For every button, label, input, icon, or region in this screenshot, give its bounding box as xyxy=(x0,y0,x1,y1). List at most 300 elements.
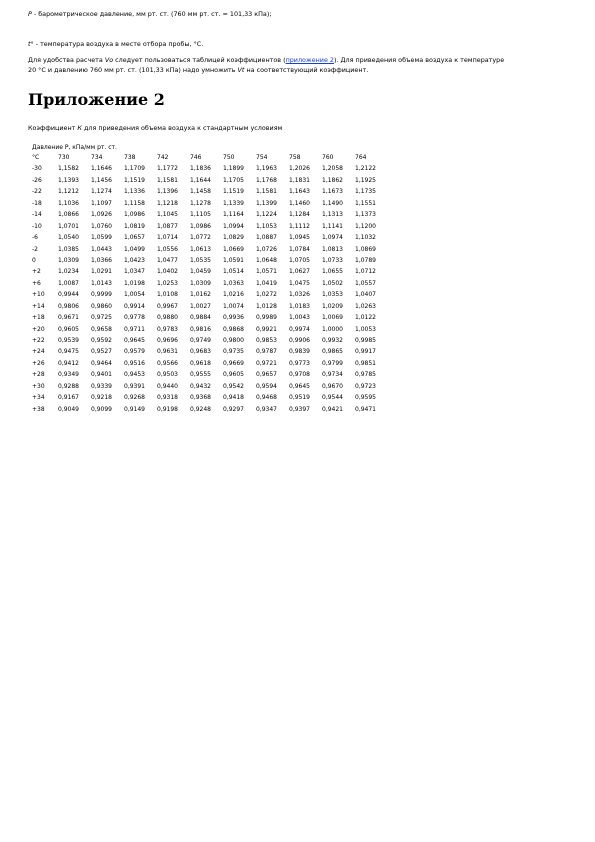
coefficient-cell: 0,9799 xyxy=(322,359,343,367)
coefficient-cell: 0,9503 xyxy=(157,371,178,379)
coefficient-cell: 1,1709 xyxy=(124,165,145,173)
table-row xyxy=(32,244,388,255)
coefficient-cell: 1,1045 xyxy=(157,211,178,219)
table-row xyxy=(32,198,388,209)
var-p: Р xyxy=(28,10,32,18)
coefficient-cell: 0,9268 xyxy=(124,394,145,402)
table-header-row xyxy=(32,152,388,163)
coefficient-cell: 1,0477 xyxy=(157,256,178,264)
coefficient-cell: 0,9773 xyxy=(289,359,310,367)
coefficient-cell: 1,0733 xyxy=(322,256,343,264)
table-row xyxy=(32,221,388,232)
temperature-cell: -2 xyxy=(32,245,38,253)
coefficient-cell: 0,9787 xyxy=(256,348,277,356)
coefficient-cell: 0,9432 xyxy=(190,382,211,390)
coefficient-cell: 0,9218 xyxy=(91,394,112,402)
coefficient-cell: 0,9592 xyxy=(91,337,112,344)
table-caption xyxy=(28,124,282,132)
coefficient-cell: 1,1164 xyxy=(223,211,244,219)
coefficient-cell: 1,0043 xyxy=(289,314,310,322)
coefficient-cell: 0,9412 xyxy=(58,359,79,367)
coefficient-cell: 1,0108 xyxy=(157,291,178,299)
coefficient-cell: 0,9839 xyxy=(289,348,310,356)
coefficient-cell: 1,0074 xyxy=(223,302,244,310)
coefficient-cell: 1,0535 xyxy=(190,256,211,264)
coefficient-cell: 1,0657 xyxy=(124,234,145,242)
coefficient-cell: 0,9527 xyxy=(91,348,112,356)
coefficient-cell: 1,0705 xyxy=(289,256,310,264)
coefficient-cell: 0,9397 xyxy=(289,405,310,413)
coefficient-cell: 1,1644 xyxy=(190,176,211,184)
pressure-label: Давление Р, кПа/мм рт. ст. xyxy=(32,144,117,151)
coefficient-cell: 1,0363 xyxy=(223,279,244,287)
temperature-cell: 0 xyxy=(32,256,36,264)
temperature-cell: +18 xyxy=(32,314,45,322)
coefficient-cell: 0,9785 xyxy=(355,371,376,379)
coefficient-cell: 1,2122 xyxy=(355,165,376,173)
coefficient-cell: 1,1224 xyxy=(256,211,277,219)
table-row xyxy=(32,255,388,266)
coefficient-cell: 1,0209 xyxy=(322,302,343,310)
var-vo: Vо xyxy=(104,56,114,64)
coefficient-cell: 1,0128 xyxy=(256,302,277,310)
coefficient-cell: 0,9555 xyxy=(190,371,211,379)
coefficient-cell: 0,9475 xyxy=(58,348,79,356)
coefficient-cell: 0,9453 xyxy=(124,371,145,379)
coefficient-cell: 1,0053 xyxy=(355,325,376,333)
coefficient-cell: 1,0402 xyxy=(157,268,178,276)
coefficient-cell: 0,9198 xyxy=(157,405,178,413)
coefficient-cell: 0,9778 xyxy=(124,314,145,322)
coefficient-cell: 1,1112 xyxy=(289,222,310,230)
coefficient-cell: 1,0087 xyxy=(58,279,79,287)
coefficient-cell: 0,9884 xyxy=(190,314,211,322)
coefficient-cell: 1,0627 xyxy=(289,268,310,276)
temperature-cell: -14 xyxy=(32,211,42,219)
coefficient-cell: 0,9734 xyxy=(322,371,343,379)
coefficient-cell: 1,0234 xyxy=(58,268,79,276)
coefficient-cell: 1,0502 xyxy=(322,279,343,287)
calc-note-line1 xyxy=(28,56,504,66)
coefficient-cell: 0,9851 xyxy=(355,359,376,367)
table-row xyxy=(32,175,388,186)
calc-note-line2 xyxy=(28,66,368,76)
var-k: К xyxy=(77,124,82,132)
coefficient-cell: 746 xyxy=(190,154,202,161)
coefficient-cell: 1,1274 xyxy=(91,188,112,196)
coefficient-cell: 0,9696 xyxy=(157,337,178,344)
coefficient-cell: 1,0571 xyxy=(256,268,277,276)
coefficient-cell: 0,9723 xyxy=(355,382,376,390)
coefficient-cell: 1,0054 xyxy=(124,291,145,299)
coefficient-cell: 0,9860 xyxy=(91,302,112,310)
coefficient-cell: 738 xyxy=(124,154,136,161)
coefficient-cell: 1,0613 xyxy=(190,245,211,253)
temperature-cell: -6 xyxy=(32,234,38,242)
coefficient-cell: 1,1581 xyxy=(256,188,277,196)
table-row xyxy=(32,346,388,357)
coefficient-cell: 734 xyxy=(91,154,103,161)
table-row xyxy=(32,369,388,380)
coefficient-cell: 0,9391 xyxy=(124,382,145,390)
coefficient-cell: 1,1490 xyxy=(322,199,343,207)
coefficient-cell: 0,9967 xyxy=(157,302,178,310)
coefficient-cell: 1,0945 xyxy=(289,234,310,242)
coefficient-cell: 758 xyxy=(289,154,301,161)
calc-note-text-e: на соответствующий коэффициент. xyxy=(244,66,369,74)
coefficient-cell: 1,1336 xyxy=(124,188,145,196)
coefficient-cell: 0,9669 xyxy=(223,359,244,367)
coefficient-cell: 1,0423 xyxy=(124,256,145,264)
coefficient-cell: 1,0994 xyxy=(223,222,244,230)
coefficient-cell: 1,0829 xyxy=(223,234,244,242)
coefficient-cell: 0,9618 xyxy=(190,359,211,367)
coefficient-cell: 0,9658 xyxy=(91,325,112,333)
coefficient-cell: 0,9645 xyxy=(289,382,310,390)
coefficient-cell: 1,1772 xyxy=(157,165,178,173)
coefficient-cell: 1,1551 xyxy=(355,199,376,207)
coefficient-cell: 1,0253 xyxy=(157,279,178,287)
table-row xyxy=(32,392,388,403)
coefficient-cell: 1,1582 xyxy=(58,165,79,173)
coefficient-cell: 1,1097 xyxy=(91,199,112,207)
table-row xyxy=(32,186,388,197)
coefficient-cell: 1,0655 xyxy=(322,268,343,276)
temperature-cell: -18 xyxy=(32,199,42,207)
coefficient-cell: 0,9421 xyxy=(322,405,343,413)
temperature-cell: °С xyxy=(32,154,40,161)
coefficient-cell: 1,0499 xyxy=(124,245,145,253)
coefficient-cell: 1,0819 xyxy=(124,222,145,230)
coefficient-cell: 1,0789 xyxy=(355,256,376,264)
coefficient-cell: 1,0291 xyxy=(91,268,112,276)
table-row xyxy=(32,381,388,392)
temperature-cell: +2 xyxy=(32,268,41,276)
coefficient-cell: 0,9542 xyxy=(223,382,244,390)
coefficient-cell: 0,9806 xyxy=(58,302,79,310)
coefficient-cell: 0,9347 xyxy=(256,405,277,413)
temperature-cell: +26 xyxy=(32,359,45,367)
table-row xyxy=(32,266,388,277)
coefficient-cell: 1,0385 xyxy=(58,245,79,253)
coefficient-cell: 1,0974 xyxy=(322,234,343,242)
coefficient-cell: 0,9605 xyxy=(223,371,244,379)
table-row xyxy=(32,358,388,369)
coefficient-cell: 1,0557 xyxy=(355,279,376,287)
coefficient-cell: 1,0712 xyxy=(355,268,376,276)
calc-note-text-b: следует пользоваться таблицей коэффициентов ( xyxy=(113,56,286,64)
table-row xyxy=(32,301,388,312)
coefficient-cell: 1,0986 xyxy=(190,222,211,230)
coefficient-cell: 0,9721 xyxy=(256,359,277,367)
coefficient-cell: 1,0366 xyxy=(91,256,112,264)
coefficient-cell: 0,9921 xyxy=(256,325,277,333)
table-caption-text-b: для приведения объема воздуха к стандартным условиям xyxy=(81,124,283,132)
coefficient-cell: 0,9880 xyxy=(157,314,178,322)
coefficient-cell: 0,9708 xyxy=(289,371,310,379)
coefficient-cell: 1,0591 xyxy=(223,256,244,264)
coefficient-cell: 0,9401 xyxy=(91,371,112,379)
coefficient-cell: 0,9906 xyxy=(289,337,310,344)
coefficient-cell: 1,0443 xyxy=(91,245,112,253)
coefficient-cell: 1,1925 xyxy=(355,176,376,184)
coefficient-cell: 1,0514 xyxy=(223,268,244,276)
coefficient-cell: 1,1141 xyxy=(322,222,343,230)
coefficient-cell: 1,0069 xyxy=(322,314,343,322)
coefficient-cell: 0,9670 xyxy=(322,382,343,390)
coefficient-cell: 1,0407 xyxy=(355,291,376,299)
coefficient-cell: 1,2058 xyxy=(322,165,343,173)
coefficient-cell: 0,9671 xyxy=(58,314,79,322)
coefficient-cell: 0,9318 xyxy=(157,394,178,402)
coefficient-cell: 1,0813 xyxy=(322,245,343,253)
coefficient-cell: 1,1831 xyxy=(289,176,310,184)
coefficient-cell: 1,1581 xyxy=(157,176,178,184)
coefficient-cell: 1,0000 xyxy=(322,325,343,333)
temperature-cell: +22 xyxy=(32,337,45,344)
coefficient-cell: 0,9645 xyxy=(124,337,145,344)
coefficient-cell: 0,9464 xyxy=(91,359,112,367)
coefficient-cell: 1,0648 xyxy=(256,256,277,264)
coefficient-cell: 0,9683 xyxy=(190,348,211,356)
coefficient-cell: 0,9725 xyxy=(91,314,112,322)
definition-temperature xyxy=(28,40,203,50)
coefficient-cell: 1,1460 xyxy=(289,199,310,207)
coefficient-cell: 1,0701 xyxy=(58,222,79,230)
coefficient-cell: 0,9657 xyxy=(256,371,277,379)
coefficient-cell: 1,0869 xyxy=(355,245,376,253)
coefficient-cell: 1,1705 xyxy=(223,176,244,184)
coefficient-cell: 0,9167 xyxy=(58,394,79,402)
coefficient-cell: 1,1200 xyxy=(355,222,376,230)
coefficient-cell: 1,1393 xyxy=(58,176,79,184)
table-row xyxy=(32,232,388,243)
coefficient-cell: 0,9989 xyxy=(256,314,277,322)
definition-temperature-text: - температура воздуха в месте отбора пробы, °С. xyxy=(33,40,204,48)
temperature-cell: +38 xyxy=(32,405,45,413)
coefficient-cell: 1,1456 xyxy=(91,176,112,184)
coefficient-cell: 0,9783 xyxy=(157,325,178,333)
coefficient-cell: 1,0784 xyxy=(289,245,310,253)
coefficient-table xyxy=(32,152,388,415)
coefficient-cell: 1,0419 xyxy=(256,279,277,287)
coefficient-cell: 0,9605 xyxy=(58,325,79,333)
coefficient-cell: 0,9099 xyxy=(91,405,112,413)
coefficient-cell: 0,9339 xyxy=(91,382,112,390)
table-caption-text-a: Коэффициент xyxy=(28,124,78,132)
coefficient-cell: 1,1399 xyxy=(256,199,277,207)
coefficient-cell: 1,0887 xyxy=(256,234,277,242)
coefficient-cell: 0,9440 xyxy=(157,382,178,390)
coefficient-cell: 760 xyxy=(322,154,334,161)
coefficient-cell: 1,0760 xyxy=(91,222,112,230)
table-row xyxy=(32,209,388,220)
table-row xyxy=(32,312,388,323)
coefficient-cell: 0,9595 xyxy=(355,394,376,402)
coefficient-cell: 1,0475 xyxy=(289,279,310,287)
coefficient-cell: 0,9868 xyxy=(223,325,244,333)
coefficient-cell: 0,9049 xyxy=(58,405,79,413)
coefficient-cell: 1,0986 xyxy=(124,211,145,219)
table-row xyxy=(32,324,388,335)
coefficient-cell: 1,0183 xyxy=(289,302,310,310)
coefficient-cell: 1,1218 xyxy=(157,199,178,207)
coefficient-cell: 1,1036 xyxy=(58,199,79,207)
coefficient-cell: 0,9519 xyxy=(289,394,310,402)
coefficient-cell: 0,9368 xyxy=(190,394,211,402)
coefficient-cell: 1,0772 xyxy=(190,234,211,242)
coefficient-cell: 730 xyxy=(58,154,70,161)
coefficient-cell: 0,9544 xyxy=(322,394,343,402)
coefficient-cell: 1,0866 xyxy=(58,211,79,219)
temperature-cell: -30 xyxy=(32,165,42,173)
coefficient-cell: 1,1519 xyxy=(124,176,145,184)
coefficient-cell: 0,9932 xyxy=(322,337,343,344)
coefficient-cell: 1,1278 xyxy=(190,199,211,207)
temperature-cell: -26 xyxy=(32,176,42,184)
table-row xyxy=(32,335,388,346)
coefficient-cell: 0,9800 xyxy=(223,337,244,344)
coefficient-cell: 1,0309 xyxy=(190,279,211,287)
coefficient-cell: 0,9944 xyxy=(58,291,79,299)
coefficient-cell: 0,9749 xyxy=(190,337,211,344)
coefficient-cell: 1,1643 xyxy=(289,188,310,196)
coefficient-cell: 1,1458 xyxy=(190,188,211,196)
appendix-2-link[interactable]: приложение 2 xyxy=(285,56,334,64)
coefficient-cell: 1,1963 xyxy=(256,165,277,173)
coefficient-cell: 1,1032 xyxy=(355,234,376,242)
coefficient-cell: 0,9149 xyxy=(124,405,145,413)
coefficient-cell: 0,9468 xyxy=(256,394,277,402)
coefficient-cell: 1,0143 xyxy=(91,279,112,287)
temperature-cell: +28 xyxy=(32,371,45,379)
coefficient-cell: 1,0714 xyxy=(157,234,178,242)
var-t: t° xyxy=(28,40,34,48)
temperature-cell: +34 xyxy=(32,394,45,402)
coefficient-cell: 1,0027 xyxy=(190,302,211,310)
coefficient-cell: 1,0263 xyxy=(355,302,376,310)
coefficient-cell: 1,0599 xyxy=(91,234,112,242)
table-row xyxy=(32,289,388,300)
coefficient-cell: 0,9631 xyxy=(157,348,178,356)
temperature-cell: +30 xyxy=(32,382,45,390)
coefficient-cell: 0,9471 xyxy=(355,405,376,413)
coefficient-cell: 0,9349 xyxy=(58,371,79,379)
definition-pressure xyxy=(28,10,272,20)
coefficient-cell: 1,0326 xyxy=(289,291,310,299)
coefficient-cell: 0,9974 xyxy=(289,325,310,333)
coefficient-cell: 0,9418 xyxy=(223,394,244,402)
coefficient-cell: 1,1673 xyxy=(322,188,343,196)
coefficient-cell: 1,1836 xyxy=(190,165,211,173)
coefficient-cell: 1,1735 xyxy=(355,188,376,196)
coefficient-cell: 0,9816 xyxy=(190,325,211,333)
coefficient-cell: 0,9248 xyxy=(190,405,211,413)
coefficient-cell: 1,1396 xyxy=(157,188,178,196)
coefficient-cell: 0,9936 xyxy=(223,314,244,322)
temperature-cell: +6 xyxy=(32,279,41,287)
coefficient-cell: 1,1284 xyxy=(289,211,310,219)
coefficient-cell: 1,2026 xyxy=(289,165,310,173)
temperature-cell: +14 xyxy=(32,302,45,310)
coefficient-cell: 1,0122 xyxy=(355,314,376,322)
coefficient-cell: 1,0556 xyxy=(157,245,178,253)
appendix-title: Приложение 2 xyxy=(28,90,165,109)
coefficient-cell: 1,1105 xyxy=(190,211,211,219)
coefficient-cell: 0,9735 xyxy=(223,348,244,356)
coefficient-table-body xyxy=(32,152,388,415)
definition-pressure-text: - барометрическое давление, мм рт. ст. (760 мм рт. ст. = 101,33 кПа); xyxy=(31,10,272,18)
coefficient-cell: 0,9566 xyxy=(157,359,178,367)
coefficient-cell: 1,1158 xyxy=(124,199,145,207)
table-row xyxy=(32,163,388,174)
coefficient-table-wrap xyxy=(32,143,388,415)
coefficient-cell: 1,0459 xyxy=(190,268,211,276)
temperature-cell: -22 xyxy=(32,188,42,196)
coefficient-cell: 0,9985 xyxy=(355,337,376,344)
coefficient-cell: 0,9539 xyxy=(58,337,79,344)
calc-note-text-d: 20 °С и давлению 760 мм рт. ст. (101,33 кПа) надо умножить xyxy=(28,66,238,74)
coefficient-cell: 1,1373 xyxy=(355,211,376,219)
coefficient-cell: 1,1862 xyxy=(322,176,343,184)
table-row xyxy=(32,278,388,289)
calc-note-text-a: Для удобства расчета xyxy=(28,56,105,64)
coefficient-cell: 0,9999 xyxy=(91,291,112,299)
coefficient-cell: 1,1768 xyxy=(256,176,277,184)
coefficient-cell: 0,9865 xyxy=(322,348,343,356)
coefficient-cell: 1,1646 xyxy=(91,165,112,173)
coefficient-cell: 0,9288 xyxy=(58,382,79,390)
temperature-cell: +20 xyxy=(32,325,45,333)
calc-note-text-c: ). Для приведения объема воздуха к температуре xyxy=(334,56,505,64)
coefficient-cell: 1,0926 xyxy=(91,211,112,219)
coefficient-cell: 0,9711 xyxy=(124,325,145,333)
coefficient-cell: 1,1212 xyxy=(58,188,79,196)
coefficient-cell: 1,0347 xyxy=(124,268,145,276)
coefficient-cell: 1,1339 xyxy=(223,199,244,207)
temperature-cell: +24 xyxy=(32,348,45,356)
coefficient-cell: 0,9579 xyxy=(124,348,145,356)
coefficient-cell: 1,1519 xyxy=(223,188,244,196)
coefficient-cell: 0,9914 xyxy=(124,302,145,310)
temperature-cell: +10 xyxy=(32,291,45,299)
coefficient-cell: 1,0309 xyxy=(58,256,79,264)
coefficient-cell: 1,1899 xyxy=(223,165,244,173)
coefficient-cell: 0,9853 xyxy=(256,337,277,344)
coefficient-cell: 1,1053 xyxy=(256,222,277,230)
coefficient-cell: 1,0540 xyxy=(58,234,79,242)
coefficient-cell: 750 xyxy=(223,154,235,161)
coefficient-cell: 742 xyxy=(157,154,169,161)
coefficient-cell: 1,0272 xyxy=(256,291,277,299)
table-row xyxy=(32,404,388,415)
coefficient-cell: 1,0877 xyxy=(157,222,178,230)
coefficient-cell: 754 xyxy=(256,154,268,161)
coefficient-cell: 1,1313 xyxy=(322,211,343,219)
var-vt: Vt xyxy=(237,66,245,74)
coefficient-cell: 1,0353 xyxy=(322,291,343,299)
coefficient-cell: 0,9516 xyxy=(124,359,145,367)
coefficient-cell: 0,9594 xyxy=(256,382,277,390)
coefficient-cell: 1,0726 xyxy=(256,245,277,253)
coefficient-cell: 1,0162 xyxy=(190,291,211,299)
temperature-cell: -10 xyxy=(32,222,42,230)
coefficient-cell: 0,9297 xyxy=(223,405,244,413)
coefficient-cell: 1,0198 xyxy=(124,279,145,287)
coefficient-cell: 0,9917 xyxy=(355,348,376,356)
coefficient-cell: 1,0216 xyxy=(223,291,244,299)
coefficient-cell: 1,0669 xyxy=(223,245,244,253)
